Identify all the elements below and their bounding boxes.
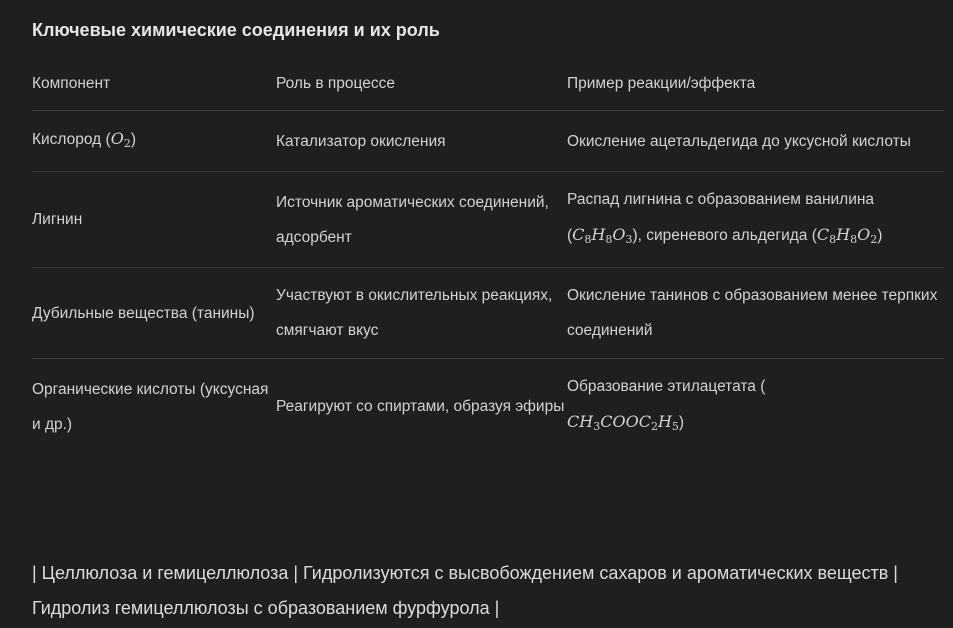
cell-component: Дубильные вещества (танины) (32, 268, 276, 359)
table-row (32, 268, 944, 359)
example-text: ) (877, 227, 883, 244)
cell-component: Органические кислоты (уксусная и др.) (32, 359, 276, 455)
cell-component (32, 111, 276, 172)
raw-table-row-text: | Целлюлоза и гемицеллюлоза | Гидролизуются с высвобождением сахаров и ароматических веществ | Гидролиз гемицеллюлозы с образованием фурфурола | (32, 563, 898, 618)
component-label: Кислород ( (32, 131, 111, 148)
section-title: Ключевые химические соединения и их роль (32, 20, 440, 40)
formula-ethyl-acetate: $CH_3COOC_2H_5$ (567, 412, 679, 433)
cell-role: Реагируют со спиртами, образуя эфиры (276, 359, 567, 455)
formula-syringaldehyde: $C_8H_8O_2$ (816, 225, 878, 246)
example-text: Образование этилацетата ( (567, 378, 766, 395)
table-header-row (32, 64, 944, 111)
example-text: ), сиреневого альдегида ( (632, 227, 817, 244)
cell-role: Источник ароматических соединений, адсорбент (276, 172, 567, 268)
table-row (32, 111, 944, 172)
header-example: Пример реакции/эффекта (567, 74, 756, 92)
cell-role: Катализатор окисления (276, 111, 567, 172)
compounds-table (32, 64, 944, 454)
example-text: Распад лигнина с образованием ванилина ( (567, 191, 875, 244)
cell-example (567, 172, 944, 268)
component-label-close: ) (130, 131, 136, 148)
cell-example: Окисление ацетальдегида до уксусной кислоты (567, 111, 944, 172)
cell-role: Участвуют в окислительных реакциях, смягчают вкус (276, 268, 567, 359)
table-row (32, 172, 944, 268)
formula-oxygen: $O_2$ (110, 129, 131, 150)
cell-component: Лигнин (32, 172, 276, 268)
header-role: Роль в процессе (276, 74, 395, 92)
formula-vanillin: $C_8H_8O_3$ (572, 225, 633, 246)
header-component: Компонент (32, 74, 111, 92)
table-row (32, 359, 944, 455)
cell-example: Окисление танинов с образованием менее терпких соединений (567, 268, 944, 359)
cell-example (567, 359, 944, 455)
example-text: ) (678, 414, 685, 431)
